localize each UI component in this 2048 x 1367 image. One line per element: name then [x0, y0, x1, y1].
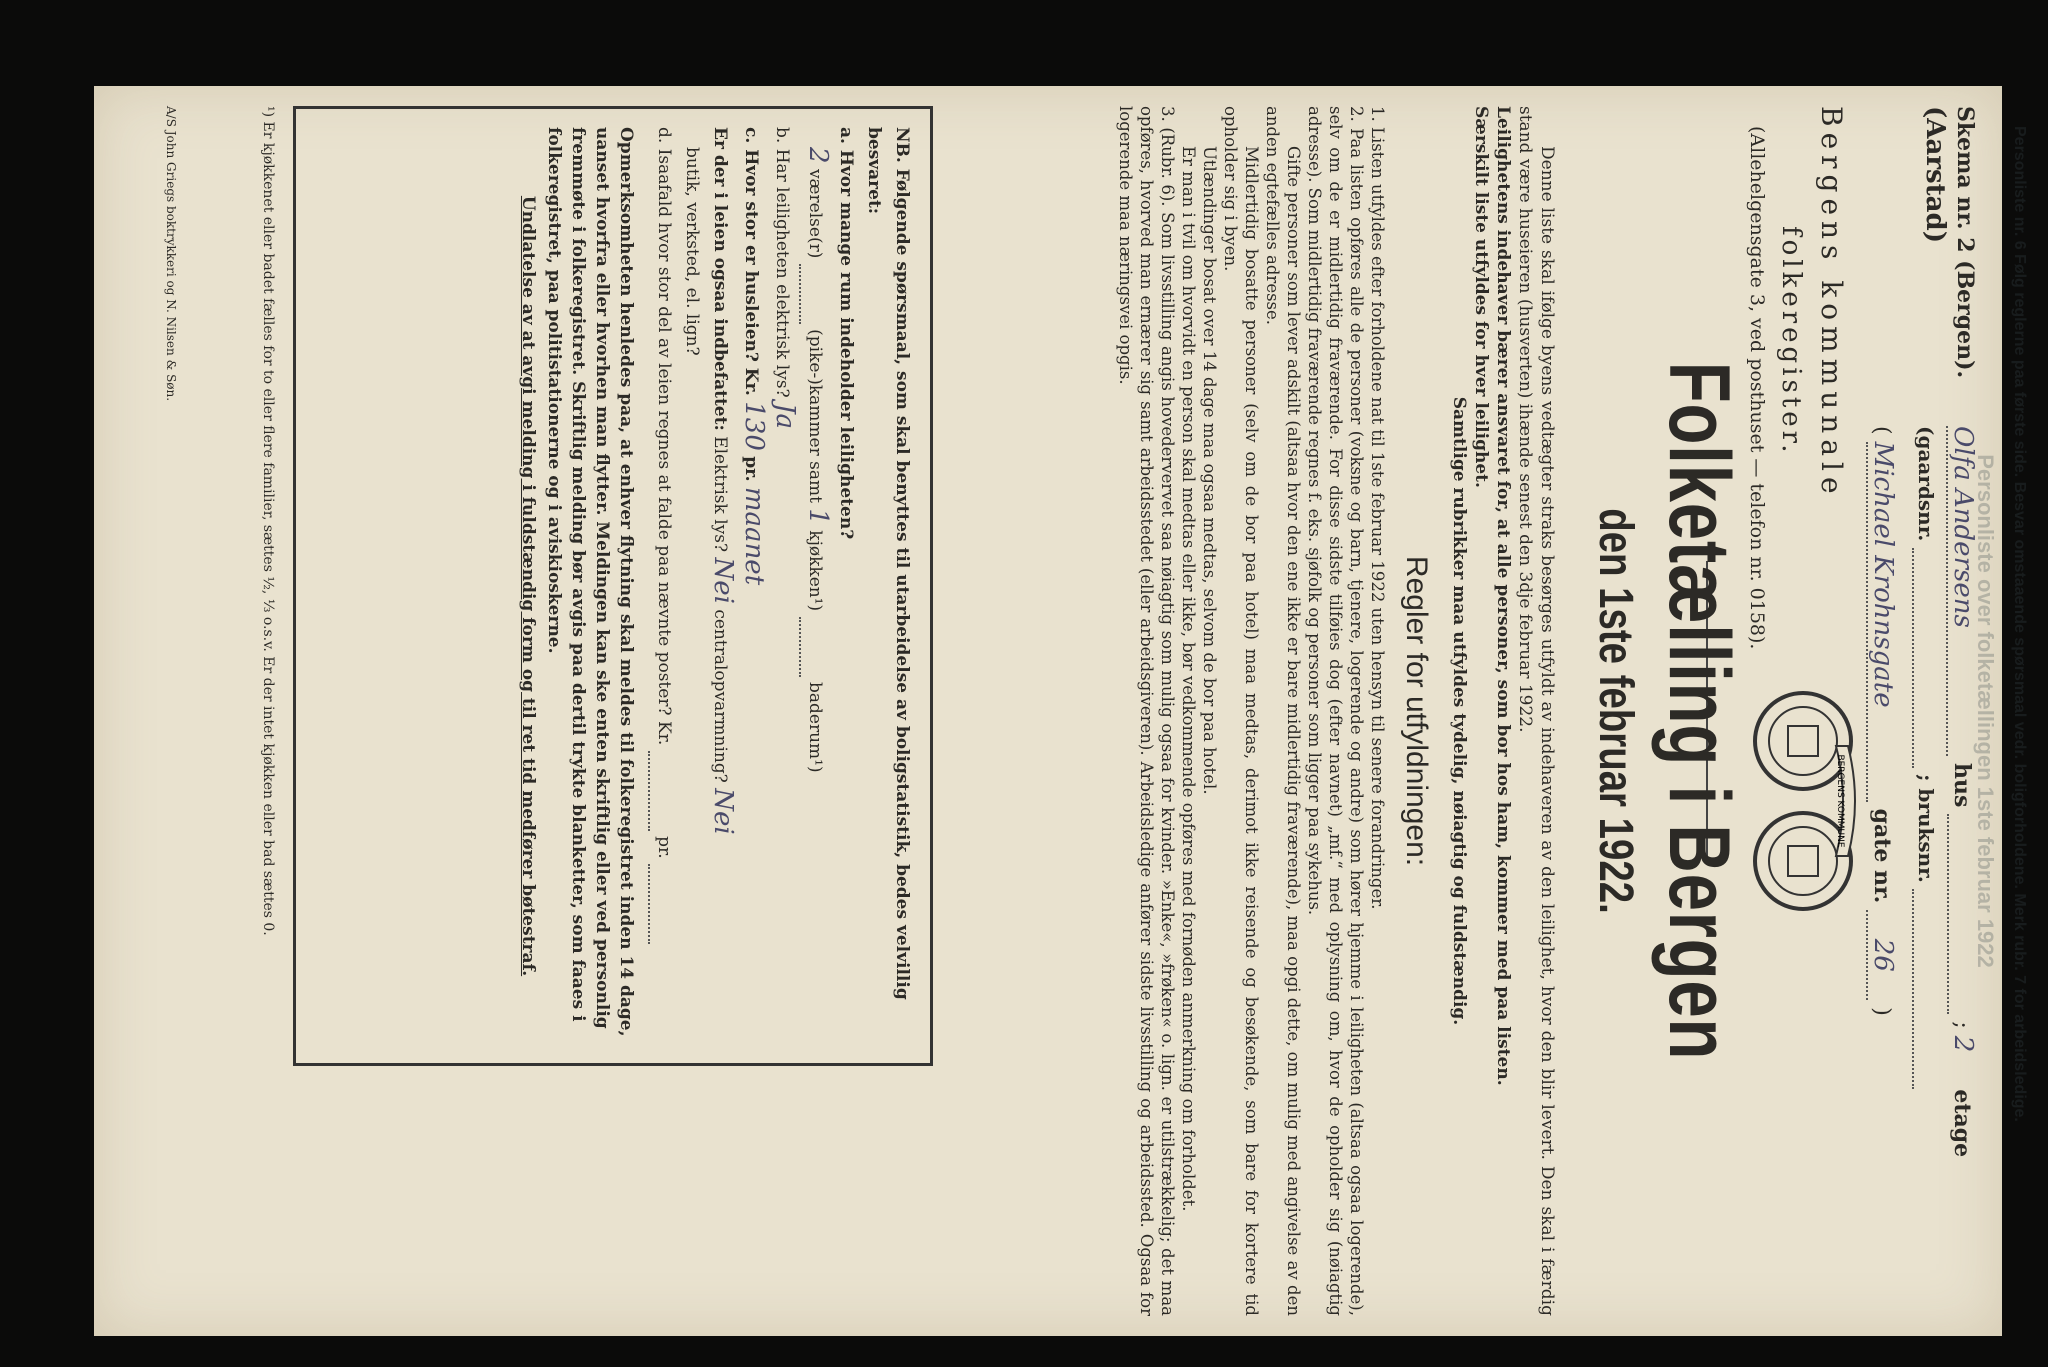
included-electric-handwritten: Nei: [708, 557, 738, 604]
rent-period-handwritten: maanet: [739, 486, 769, 586]
house-owner-handwritten: Olfa Andersens: [1946, 426, 1978, 756]
street-label: gate nr.: [1869, 808, 1895, 904]
moving-notice: Opmerksomheten henledes paa, at enhver flytning skal meldes til folkeregistret inden 14 dage, uanset hvorfra eller hvorhen man flytter. Meldingen kan ske enten skriftlig eller ved personlig fremmøte i folkeregistret. Skriftlig melding bør avgis paa dertil trykte blanketter, som faaes i folkeregistret, paa politistationerne og i aviskioskerne.: [544, 127, 636, 1037]
rule-item: Er man i tvil om hvorvidt en person skal medtas eller ikke, bør vedkommende opføres med fornøden anmerkning om forholdet.: [1179, 146, 1198, 1212]
intro-paragraph: Særskilt liste utfyldes for hver leilighet.: [1471, 106, 1491, 488]
schema-label: Skema nr. 2 (Bergen).: [1952, 106, 1978, 379]
rule-item: 3. (Rubr. 6). Som livsstilling angis hovedervervet saa nøiagtig som mulig ogsaa for kvinder. »Enke«, »frøken« o. lign. er utilstrækkelig; det maa opføres, hvorved man ernærer sig samt arbeidsstedet (eller arbeidsgiveren). Arbeidsledige anfører sidste livsstilling og arbeidssted. Ogsaa for logerende maa næringsvei opgis.: [1116, 106, 1177, 1316]
intro-paragraph: Leilighetens indehaver bærer ansvaret for, at alle personer, som bor hos ham, kommer med paa listen.: [1493, 106, 1513, 1086]
rule-item: Gifte personer som lever adskilt (altsaa hvor den ene ikke er bare midlertidig fraværende), maa opgi dette, om mulig med angivelse av den anden egtefælles adresse.: [1263, 106, 1303, 1316]
street-number-handwritten: 26: [1866, 910, 1898, 1000]
rule-item: 2. Paa listen opføres alle de personer (voksne og barn, tjenere, logerende og andre) som hører hjemme i leiligheten (altsaa ogsaa logerende), selv om de er midlertidig fraværende. For disse sidste tilføies dog (efter navnet) „mf.“ med oplysning om, hvor de opholder sig (nøiagtig adresse). Som midlertidig fraværende regnes f. eks. sjøfolk og personer som ligger paa sykehus.: [1305, 106, 1366, 1316]
page-title: Folketælling i Bergen: [1651, 361, 1747, 1061]
floor-label: etage: [1949, 1089, 1975, 1158]
housing-questions-box: [293, 106, 933, 1066]
census-form-sheet: [94, 86, 2028, 1336]
registry-address: (Allehelgensgate 3, ved posthuset — telefon nr. 0158).: [1746, 126, 1768, 650]
question-a: a. Hvor mange rum indeholder leiligheten?: [836, 127, 856, 540]
bruksnr-label: ; bruksnr.: [1914, 774, 1938, 883]
street-handwritten: Michael Krohnsgate: [1866, 442, 1898, 802]
intro-text: [1448, 106, 1558, 1316]
seal-text: BERGENS KOMMUNE: [1835, 754, 1845, 848]
rotated-form-content: [118, 106, 2028, 1316]
registry-line1: Bergens kommunale: [1815, 106, 1848, 500]
question-included: Er der i leien ogsaa indbefattet: Elektrisk lys? Nei centralopvarmning? Nei: [708, 127, 738, 835]
house-label: hus: [1949, 763, 1975, 808]
street-line: ( Michael Krohnsgate gate nr. 26 ): [1868, 426, 1898, 1016]
page-subtitle: den 1ste februar 1922.: [1589, 508, 1642, 914]
district-label: (Aarstad): [1920, 106, 1950, 243]
floor-handwritten: 2: [1948, 1035, 1978, 1053]
footnote: ¹) Er kjøkkenet eller badet fælles for to eller flere familier, sættes ½, ⅓ o.s.v. Er der intet kjøkken eller bad sættes 0.: [260, 106, 276, 936]
rule-item: 1. Listen utfyldes efter forholdene nat til 1ste februar 1922 uten hensyn til senere forandringer.: [1368, 106, 1387, 910]
gaardsnr-label: (gaardsnr.: [1914, 426, 1938, 542]
question-d: d. Isaafald hvor stor del av leien regnes at falde paa nævnte poster? Kr. pr.: [648, 127, 678, 1045]
nb-lead: NB. Følgende spørsmaal, som skal benyttes til utarbeidelse av boligstatistik, bedes velvillig besvaret:: [864, 127, 912, 1000]
rent-handwritten: 130: [739, 401, 769, 451]
rule-item: Midlertidig bosatte personer (selv om de bor paa hotel) maa medtas, derimot ikke reisende og besøkende, som bare for kortere tid opholder sig i byen.: [1221, 106, 1261, 1316]
bergen-municipality-seal: [1748, 686, 1858, 916]
intro-paragraph: Denne liste skal ifølge byens vedtægter straks besørges utfyldt av indehaveren av den leilighet, hvor den blir levert. Den skal i færdig stand være huseieren (husverten) ihænde senest den 3dje februar 1922.: [1515, 106, 1557, 1316]
intro-paragraph: Samtlige rubrikker maa utfyldes tydelig, nøiagtig og fuldstændig.: [1449, 396, 1469, 1026]
rules-list: [1115, 106, 1388, 1316]
ghost-heading: Personliste over folketællingen 1ste februar 1922: [1973, 454, 1998, 968]
question-other: butik, verksted, el. lign?: [682, 147, 702, 356]
penalty-notice: Undlatelse av at avgi melding i fuldstændig form og til ret tid medfører bøtestraf.: [518, 195, 538, 977]
house-line: Olfa Andersens hus ; 2 etage: [1948, 426, 1978, 1158]
ghost-top-line: Personliste nr. 6 Følg reglerne paa første side. Besvar omstaaende spørsmaal vedr. boligforholdene. Merk rubr. 7 for arbeidsledige.: [2011, 126, 2028, 1122]
printer-imprint: A/S John Griegs boktrykkeri og N. Nilsen & Søn.: [164, 106, 178, 402]
question-c: c. Hvor stor er husleien? Kr. 130 pr. maanet: [739, 127, 769, 586]
included-heating-handwritten: Nei: [708, 788, 738, 835]
kitchen-handwritten: 1: [803, 508, 833, 525]
electric-light-handwritten: Ja: [770, 403, 800, 430]
rules-heading: Regler for utfyldningen:: [1400, 555, 1433, 867]
question-b: b. Har leiligheten elektrisk lys? Ja: [770, 127, 800, 430]
registry-line2: folkeregister.: [1776, 226, 1806, 457]
gaard-line: [1912, 426, 1938, 1286]
rooms-handwritten: 2: [803, 147, 833, 164]
rule-item: Utlændinger bosat over 14 dage maa ogsaa medtas, selvom de bor paa hotel.: [1200, 146, 1219, 795]
question-a-answers: 2 værelse(r) (pike-)kammer samt 1 kjøkken¹) baderum¹): [799, 127, 832, 1045]
